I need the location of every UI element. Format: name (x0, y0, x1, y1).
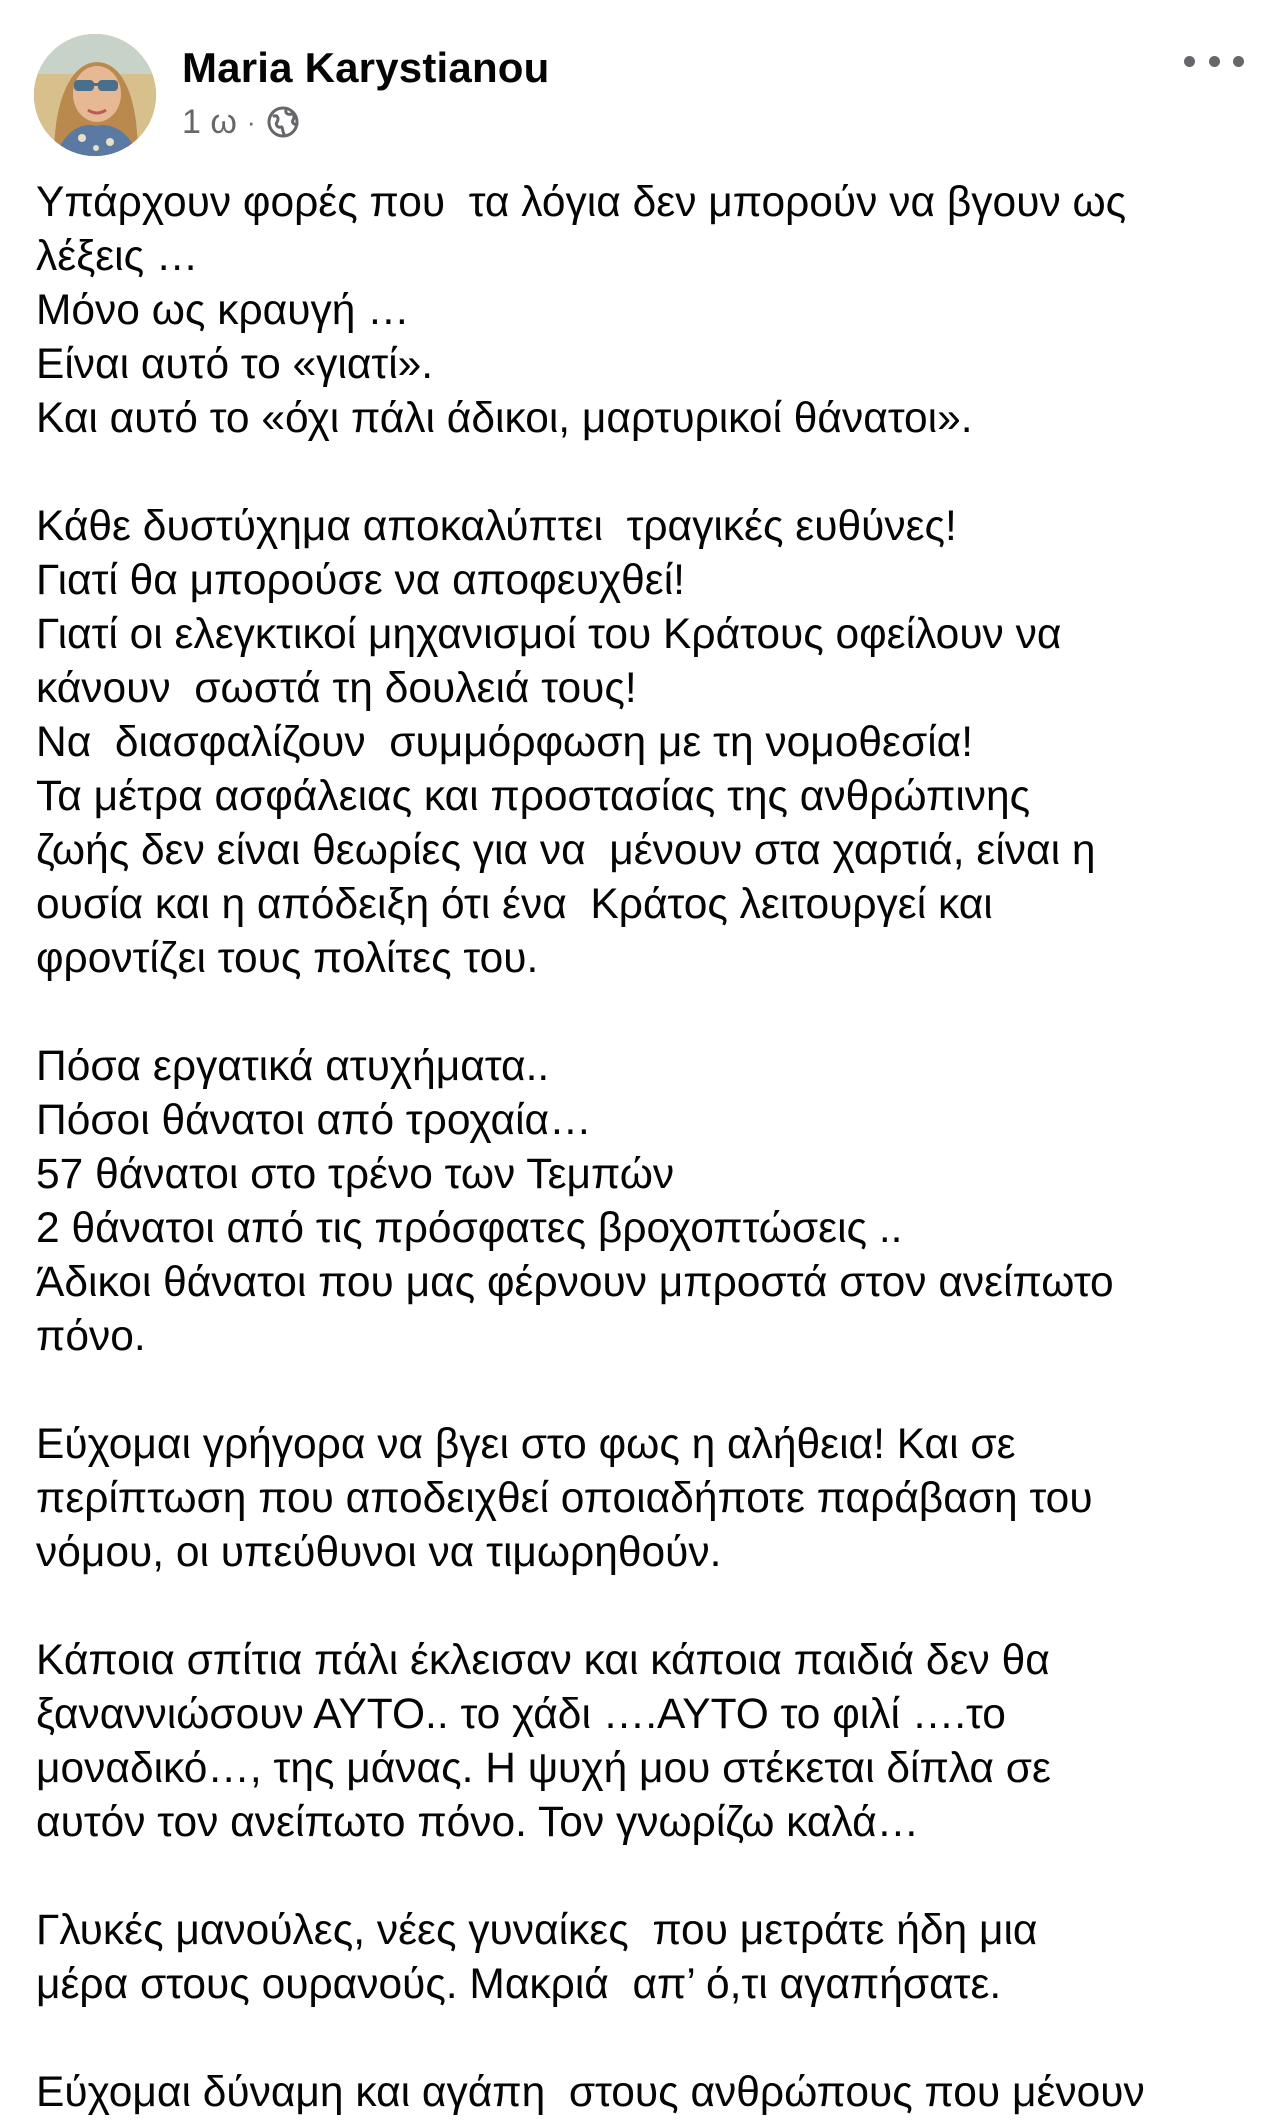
post-text-line: φροντίζει τους πολίτες του. (36, 935, 539, 982)
post-text-line: ζωής δεν είναι θεωρίες για να μένουν στα χαρτιά, είναι η (36, 827, 1096, 874)
post-text-line: ουσία και η απόδειξη ότι ένα Κράτος λειτουργεί και (36, 881, 993, 928)
post-text-line: Άδικοι θάνατοι που μας φέρνουν μπροστά στον ανείπωτο (36, 1259, 1114, 1306)
post-text-line: κάνουν σωστά τη δουλειά τους! (36, 665, 637, 712)
post-text-line: Γλυκές μανούλες, νέες γυναίκες που μετράτε ήδη μια (36, 1907, 1038, 1954)
paragraph-break (36, 1850, 1251, 1904)
post-text-line: Γιατί οι ελεγκτικοί μηχανισμοί του Κράτους οφείλουν να (36, 611, 1062, 658)
post-timestamp[interactable]: 1 ω (182, 102, 237, 141)
paragraph-break (36, 1364, 1251, 1418)
post-text-line: Εύχομαι γρήγορα να βγει στο φως η αλήθεια! Και σε (36, 1421, 1016, 1468)
post-text-line: λέξεις … (36, 233, 199, 280)
post-text-line: Υπάρχουν φορές που τα λόγια δεν μπορούν να βγουν ως (36, 179, 1127, 226)
post-text-line: Γιατί θα μπορούσε να αποφευχθεί! (36, 557, 685, 604)
post-text-line: Πόσα εργατικά ατυχήματα.. (36, 1043, 550, 1090)
post-text-line: μοναδικό…, της μάνας. Η ψυχή μου στέκεται δίπλα σε (36, 1745, 1051, 1792)
post-text-line: πόνο. (36, 1313, 146, 1360)
post-text (36, 176, 1251, 2120)
post-text-line: Κάποια σπίτια πάλι έκλεισαν και κάποια παιδιά δεν θα (36, 1637, 1050, 1684)
post-text-line: Είναι αυτό το «γιατί». (36, 341, 434, 388)
paragraph-break (36, 1580, 1251, 1634)
post-text-line: αυτόν τον ανείπωτο πόνο. Τον γνωρίζω καλά… (36, 1799, 920, 1846)
more-options-icon-dot (1233, 56, 1244, 67)
post-text-line: Εύχομαι δύναμη και αγάπη στους ανθρώπους που μένουν (36, 2069, 1145, 2116)
paragraph-break (36, 986, 1251, 1040)
post-text-line: Μόνο ως κραυγή … (36, 287, 410, 334)
more-options-icon-dot (1209, 56, 1220, 67)
more-options-icon (1184, 56, 1195, 67)
post-text-line: ξαναννιώσουν ΑΥΤΟ.. το χάδι ….ΑΥΤΟ το φιλί ….το (36, 1691, 1006, 1738)
post-text-line: Κάθε δυστύχημα αποκαλύπτει τραγικές ευθύνες! (36, 503, 957, 550)
post-meta (182, 102, 300, 142)
paragraph-break (36, 2012, 1251, 2066)
meta-separator: · (246, 106, 256, 137)
post-text-line: Τα μέτρα ασφάλειας και προστασίας της ανθρώπινης (36, 773, 1031, 820)
globe-icon[interactable] (266, 105, 300, 139)
post-text-line: περίπτωση που αποδειχθεί οποιαδήποτε παράβαση του (36, 1475, 1093, 1522)
post-header (0, 0, 1284, 160)
post-text-line: 2 θάνατοι από τις πρόσφατες βροχοπτώσεις .. (36, 1205, 903, 1252)
post-text-line: νόμου, οι υπεύθυνοι να τιμωρηθούν. (36, 1529, 722, 1576)
paragraph-break (36, 446, 1251, 500)
post-text-line: Πόσοι θάνατοι από τροχαία… (36, 1097, 592, 1144)
avatar[interactable] (34, 34, 156, 156)
post-text-line: Και αυτό το «όχι πάλι άδικοι, μαρτυρικοί θάνατοι». (36, 395, 973, 442)
author-name[interactable]: Maria Karystianou (182, 44, 550, 91)
avatar-photo (34, 34, 156, 156)
post-text-line: Να διασφαλίζουν συμμόρφωση με τη νομοθεσία! (36, 719, 974, 766)
post-text-line: μέρα στους ουρανούς. Μακριά απ’ ό,τι αγαπήσατε. (36, 1961, 1002, 2008)
more-options-button[interactable] (1184, 46, 1244, 76)
post-text-line: 57 θάνατοι στο τρένο των Τεμπών (36, 1151, 675, 1198)
